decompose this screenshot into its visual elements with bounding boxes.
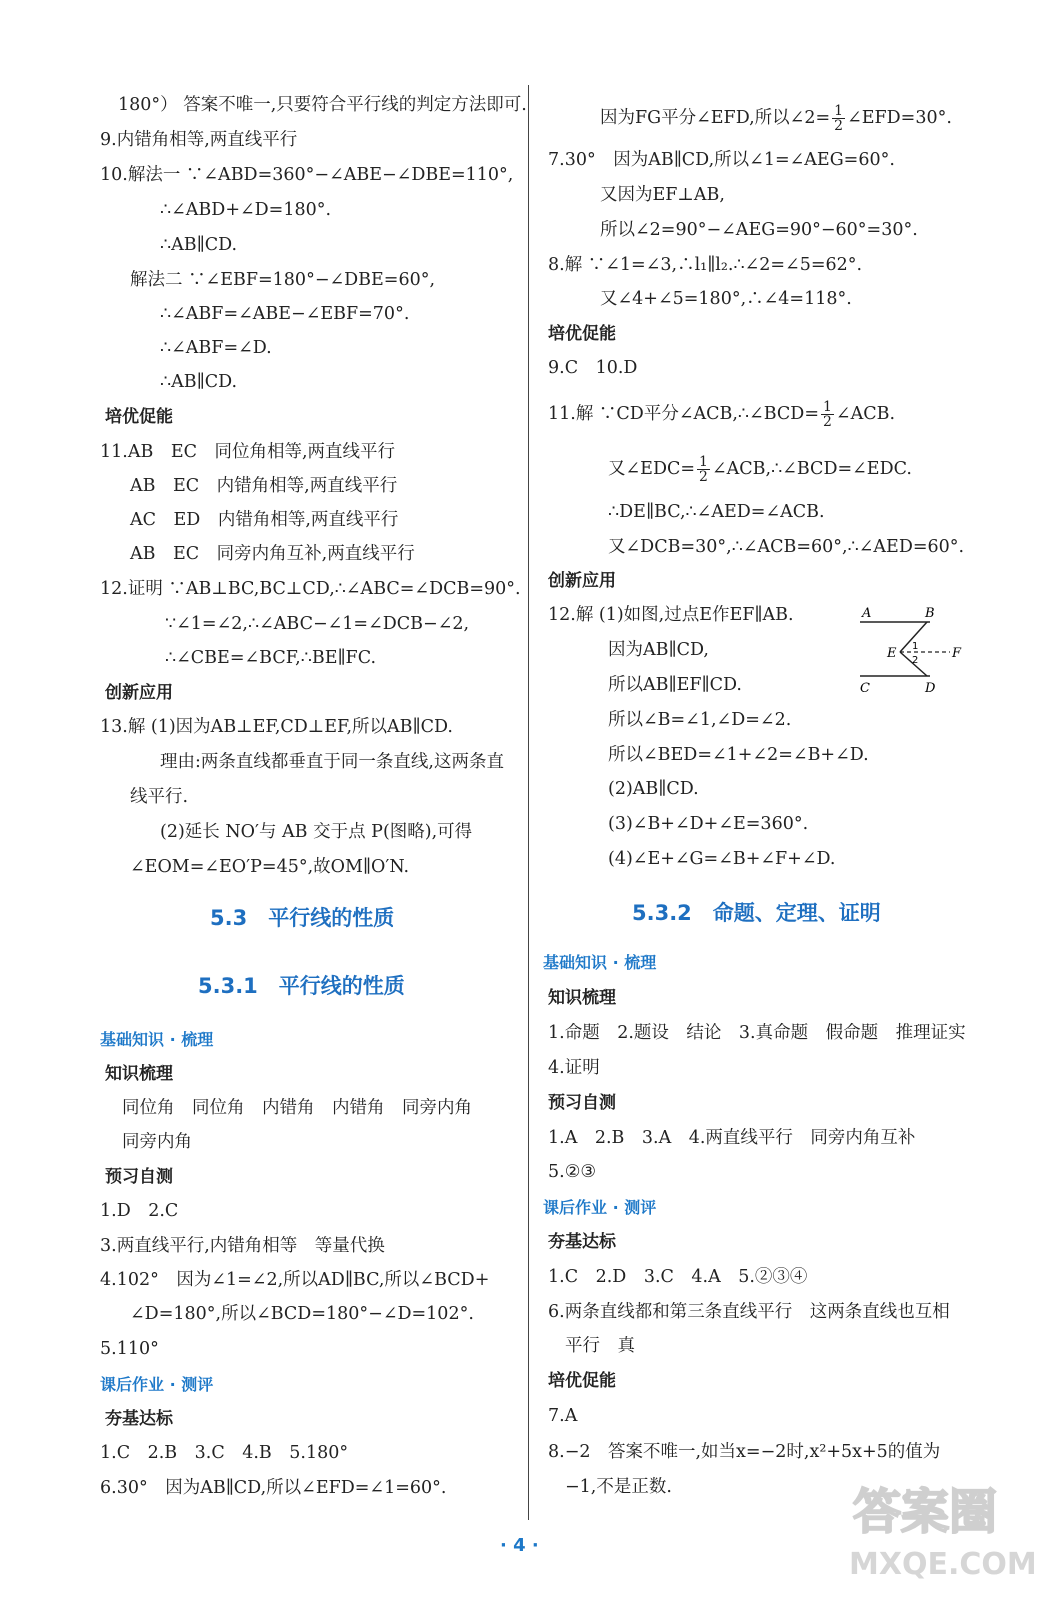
text-line: 6.两条直线都和第三条直线平行 这两条直线也互相 (548, 1302, 950, 1322)
text-line: 5.110° (100, 1339, 159, 1359)
angle-label-2: 2 (912, 655, 919, 666)
section-badge: 课后作业 · 测评 (543, 1198, 657, 1217)
subheading: 培优促能 (105, 407, 173, 427)
subheading: 知识梳理 (105, 1064, 173, 1084)
subheading: 预习自测 (548, 1093, 616, 1113)
text-line: 7.30° 因为AB∥CD,所以∠1=∠AEG=60°. (548, 150, 895, 170)
text-line: 4.证明 (548, 1058, 600, 1078)
angle-label-1: 1 (912, 641, 919, 652)
text-line: 又∠EDC= $\frac{1}{2}$ ∠ACB,∴∠BCD=∠EDC. (608, 454, 912, 485)
watermark-url: MXQE.COM (849, 1547, 1037, 1582)
text-line: 13.解 (1)因为AB⊥EF,CD⊥EF,所以AB∥CD. (100, 717, 453, 737)
text-line: (4)∠E+∠G=∠B+∠F+∠D. (608, 849, 836, 869)
text-line: 1.C 2.D 3.C 4.A 5.②③④ (548, 1267, 808, 1287)
text-line: AB EC 内错角相等,两直线平行 (130, 476, 398, 496)
point-label-c: C (860, 681, 870, 696)
text-line: 6.30° 因为AB∥CD,所以∠EFD=∠1=60°. (100, 1478, 447, 1498)
subheading: 创新应用 (105, 683, 173, 703)
text-line: ∴DE∥BC,∴∠AED=∠ACB. (608, 502, 825, 522)
text-line: 11.AB EC 同位角相等,两直线平行 (100, 442, 396, 462)
subheading: 培优促能 (548, 1371, 616, 1391)
watermark-text: 答案圈 (853, 1484, 998, 1540)
section-title: 5.3.2 命题、定理、证明 (632, 901, 881, 925)
text-line: 所以∠BED=∠1+∠2=∠B+∠D. (608, 745, 869, 765)
text-line: ∴∠ABF=∠D. (160, 338, 272, 358)
text-line: (2)AB∥CD. (608, 779, 699, 799)
text-line: 10.解法一 ∵∠ABD=360°−∠ABE−∠DBE=110°, (100, 165, 514, 185)
text-line: 3.两直线平行,内错角相等 等量代换 (100, 1236, 385, 1256)
text-line: 1.C 2.B 3.C 4.B 5.180° (100, 1443, 349, 1463)
fraction: $\frac{1}{2}$ (699, 454, 708, 485)
point-label-a: A (862, 606, 872, 621)
subheading: 夯基达标 (548, 1232, 616, 1252)
text-line: (2)延长 NO′与 AB 交于点 P(图略),可得 (160, 822, 473, 842)
text-line: −1,不是正数. (565, 1477, 672, 1497)
text-line: ∠D=180°,所以∠BCD=180°−∠D=102°. (130, 1304, 474, 1324)
text-line: 平行 真 (565, 1336, 635, 1356)
text-line: ∵∠1=∠2,∴∠ABC−∠1=∠DCB−∠2, (165, 614, 470, 634)
text-line: ∴AB∥CD. (160, 235, 238, 255)
text-line: 9.内错角相等,两直线平行 (100, 130, 298, 150)
subheading: 创新应用 (548, 571, 616, 591)
section-title: 5.3.1 平行线的性质 (198, 974, 405, 998)
subheading: 培优促能 (548, 324, 616, 344)
section-badge: 课后作业 · 测评 (100, 1375, 214, 1394)
text-line: 5.②③ (548, 1162, 597, 1182)
text-line: 所以∠2=90°−∠AEG=90°−60°=30°. (600, 220, 918, 240)
text-line: AB EC 同旁内角互补,两直线平行 (130, 544, 415, 564)
point-label-f: F (952, 646, 962, 661)
text-line: (3)∠B+∠D+∠E=360°. (608, 814, 809, 834)
text-line: 1.命题 2.题设 结论 3.真命题 假命题 推理证实 (548, 1023, 966, 1043)
point-label-e: E (887, 646, 897, 661)
text-line: 12.证明 ∵AB⊥BC,BC⊥CD,∴∠ABC=∠DCB=90°. (100, 579, 521, 599)
text-line: 又∠DCB=30°,∴∠ACB=60°,∴∠AED=60°. (608, 537, 965, 557)
text-line: 180°） 答案不唯一,只要符合平行线的判定方法即可. (118, 95, 527, 115)
fraction: $\frac{1}{2}$ (834, 103, 844, 134)
subheading: 知识梳理 (548, 988, 616, 1008)
text-line: 1.D 2.C (100, 1201, 179, 1221)
text-line: ∠EOM=∠EO′P=45°,故OM∥O′N. (130, 857, 410, 877)
geometry-diagram (855, 600, 965, 700)
point-label-b: B (925, 606, 935, 621)
section-title: 5.3 平行线的性质 (210, 906, 395, 930)
page-number: · 4 · (500, 1535, 539, 1556)
section-badge: 基础知识 · 梳理 (543, 953, 657, 972)
text-line: 12.解 (1)如图,过点E作EF∥AB. (548, 605, 794, 625)
text-line: 8.解 ∵∠1=∠3,∴l₁∥l₂.∴∠2=∠5=62°. (548, 255, 863, 275)
text-line: 解法二 ∵∠EBF=180°−∠DBE=60°, (130, 270, 436, 290)
text-line: 所以∠B=∠1,∠D=∠2. (608, 710, 792, 730)
text-line: 同位角 同位角 内错角 内错角 同旁内角 (122, 1098, 472, 1118)
column-divider (528, 85, 529, 1520)
subheading: 预习自测 (105, 1167, 173, 1187)
text-line: ∴AB∥CD. (160, 372, 238, 392)
text-line: 又∠4+∠5=180°,∴∠4=118°. (600, 289, 852, 309)
text-line: AC ED 内错角相等,两直线平行 (130, 510, 399, 530)
watermark-logo (845, 1470, 1040, 1585)
text-line: 8.−2 答案不唯一,如当x=−2时,x²+5x+5的值为 (548, 1442, 941, 1462)
text-line: 11.解 ∵CD平分∠ACB,∴∠BCD= $\frac{1}{2}$ ∠ACB. (548, 399, 896, 430)
text-line: 7.A (548, 1406, 578, 1426)
text-line: 线平行. (130, 787, 189, 807)
text-line: 因为FG平分∠EFD,所以∠2= $\frac{1}{2}$ ∠EFD=30°. (600, 103, 952, 134)
fraction: $\frac{1}{2}$ (823, 399, 832, 430)
text-line: ∴∠ABD+∠D=180°. (160, 200, 332, 220)
text-line: 因为AB∥CD, (608, 640, 709, 660)
text-line: 1.A 2.B 3.A 4.两直线平行 同旁内角互补 (548, 1128, 916, 1148)
text-line: ∴∠CBE=∠BCF,∴BE∥FC. (165, 648, 377, 668)
text-line: 理由:两条直线都垂直于同一条直线,这两条直 (160, 752, 504, 772)
text-line: 9.C 10.D (548, 358, 638, 378)
subheading: 夯基达标 (105, 1409, 173, 1429)
text-line: 又因为EF⊥AB, (600, 185, 725, 205)
text-line: ∴∠ABF=∠ABE−∠EBF=70°. (160, 304, 410, 324)
text-line: 同旁内角 (122, 1132, 192, 1152)
text-line: 所以AB∥EF∥CD. (608, 675, 742, 695)
point-label-d: D (925, 681, 936, 696)
section-badge: 基础知识 · 梳理 (100, 1030, 214, 1049)
text-line: 4.102° 因为∠1=∠2,所以AD∥BC,所以∠BCD+ (100, 1270, 490, 1290)
